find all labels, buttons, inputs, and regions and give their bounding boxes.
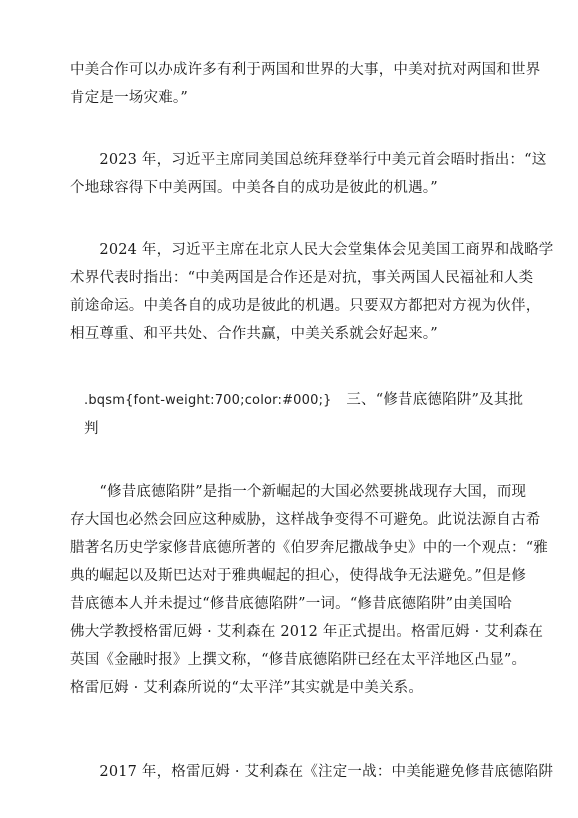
text-line: 2017 年，格雷厄姆 · 艾利森在《注定一战：中美能避免修昔底德陷阱 [70,764,554,780]
paragraph-thucydides-trap [70,478,549,702]
heading-line [84,386,524,415]
text-line: 格雷厄姆 · 艾利森所说的“太平洋”其实就是中美关系。 [70,680,424,696]
text-line: 术界代表时指出：“中美两国是合作还是对抗，事关两国人民福祉和人类 [70,270,534,286]
paragraph-2023-summit [70,146,547,202]
text-line: “修昔底德陷阱”是指一个新崛起的大国必然要挑战现存大国，而现 [70,484,527,500]
text-line: 个地球容得下中美两国。中美各自的成功是彼此的机遇。” [70,180,438,196]
text-line: 相互尊重、和平共处、合作共赢，中美关系就会好起来。” [70,326,438,342]
text-line: 中美合作可以办成许多有利于两国和世界的大事，中美对抗对两国和世界 [70,62,541,78]
section-heading-text: 三、“修昔底德陷阱”及其批 [331,392,524,408]
section-heading-continuation: 判 [84,421,99,437]
paragraph-2024-meeting [70,236,554,348]
paragraph-cooperation-quote [70,56,541,112]
text-line: 典的崛起以及斯巴达对于雅典崛起的担心，使得战争无法避免。”但是修 [70,568,527,584]
text-line: 昔底德本人并未提过“修昔底德陷阱”一词。“修昔底德陷阱”由美国哈 [70,596,513,612]
section-heading-thucydides [84,386,524,443]
text-line: 肯定是一场灾难。” [70,90,188,106]
text-line: 2023 年，习近平主席同美国总统拜登举行中美元首会晤时指出：“这 [70,152,547,168]
leaked-css-text: .bqsm{font-weight:700;color:#000;} [84,393,332,408]
text-line: 2024 年，习近平主席在北京人民大会堂集体会见美国工商界和战略学 [70,242,554,258]
text-line: 前途命运。中美各自的成功是彼此的机遇。只要双方都把对方视为伙伴， [70,298,541,314]
paragraph-2017-destined-for-war [70,758,554,786]
text-line: 存大国也必然会回应这种威胁，这样战争变得不可避免。此说法源自古希 [70,512,541,528]
text-line: 佛大学教授格雷厄姆 · 艾利森在 2012 年正式提出。格雷厄姆 · 艾利森在 [70,624,544,640]
text-line: 腊著名历史学家修昔底德所著的《伯罗奔尼撒战争史》中的一个观点：“雅 [70,540,549,556]
text-line: 英国《金融时报》上撰文称，“修昔底德陷阱已经在太平洋地区凸显”。 [70,652,527,668]
